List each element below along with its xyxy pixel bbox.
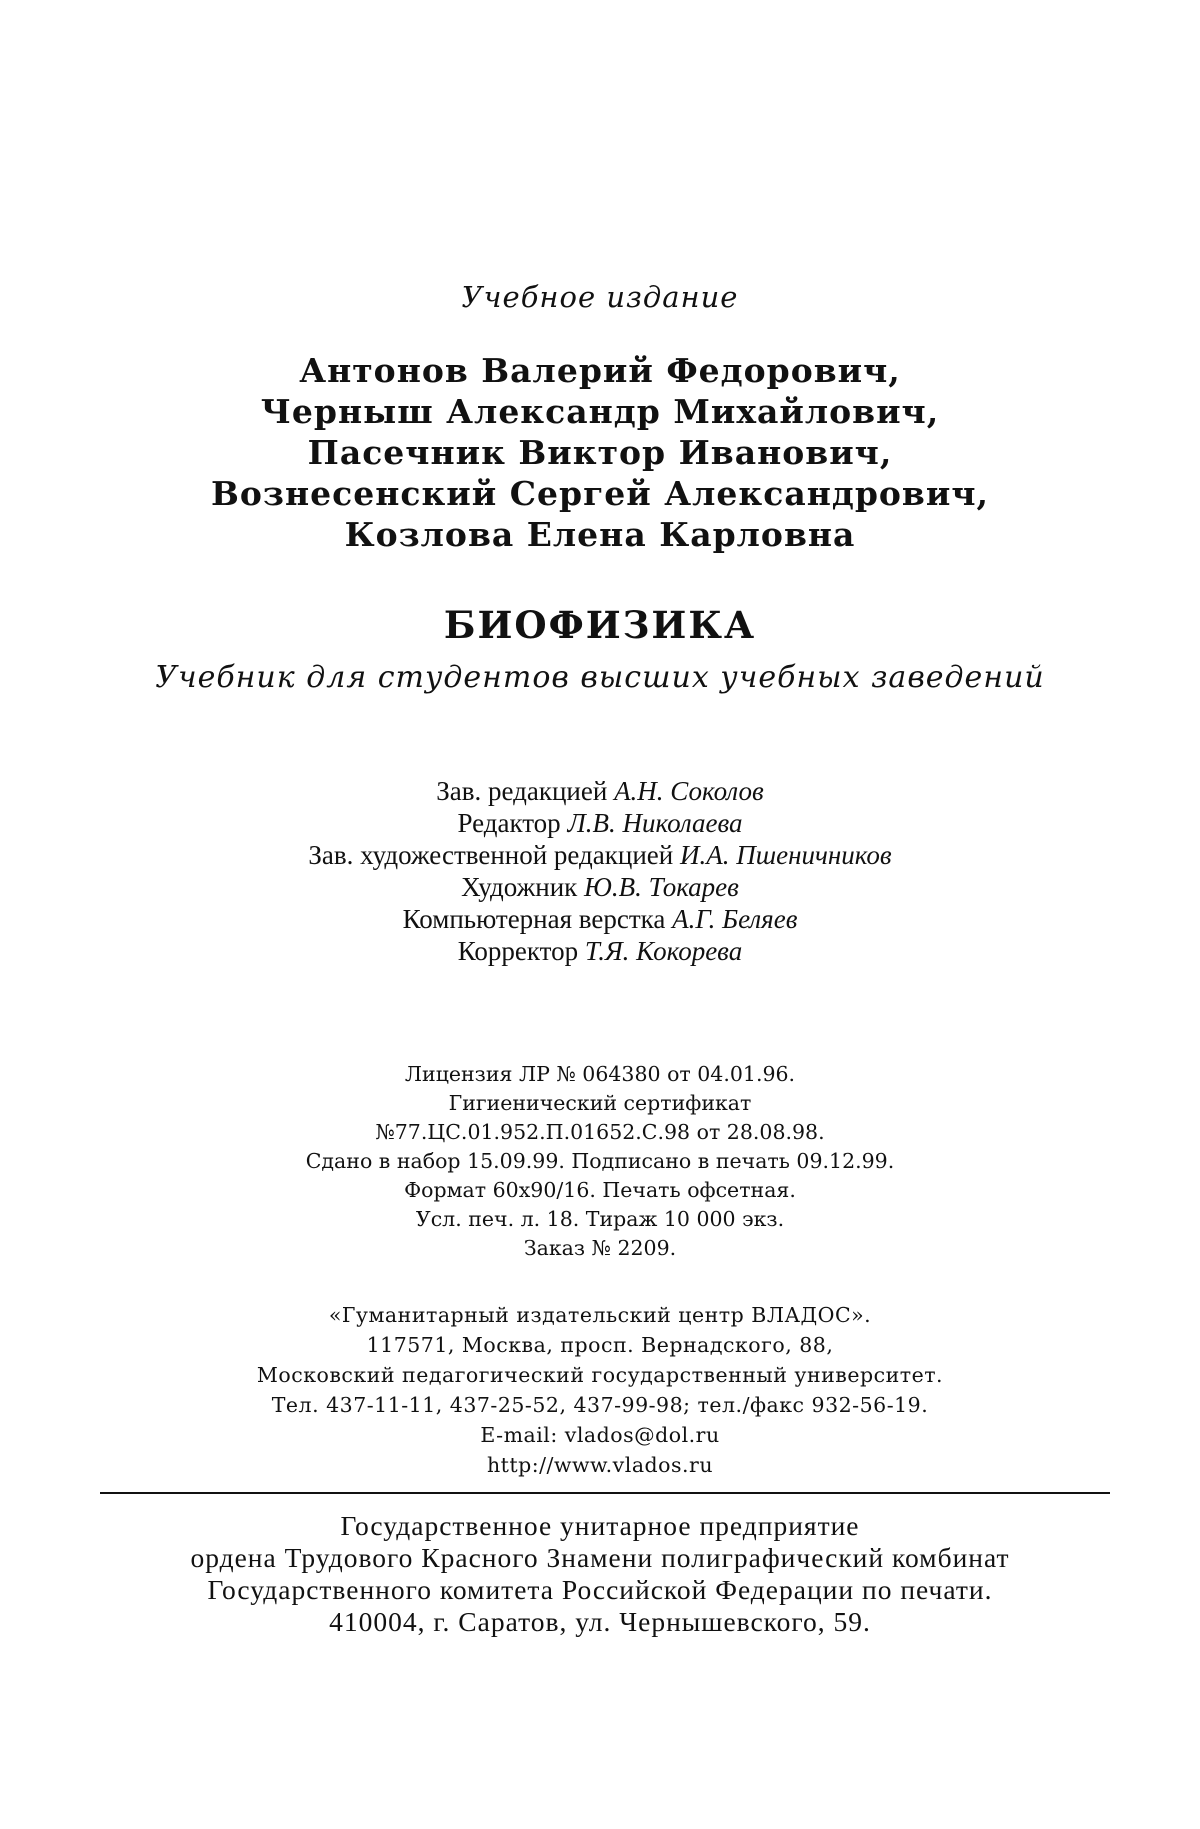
staff-person: И.А. Пшеничников (679, 840, 892, 870)
publisher-line: 117571, Москва, просп. Вернадского, 88, (366, 1333, 834, 1357)
imprint-block (0, 1060, 1200, 1263)
staff-role: Зав. редакцией (436, 776, 608, 806)
staff-line (0, 807, 1200, 839)
author-name: Черныш Александр Михайлович, (260, 392, 940, 431)
staff-person: Ю.В. Токарев (584, 872, 739, 902)
book-title: БИОФИЗИКА (443, 603, 757, 647)
staff-person: Л.В. Николаева (567, 808, 743, 838)
publisher-line: Тел. 437-11-11, 437-25-52, 437-99-98; тел./факс 932-56-19. (271, 1393, 929, 1417)
imprint-line: Гигиенический сертификат (448, 1091, 752, 1115)
edition-type: Учебное издание (461, 280, 739, 314)
publisher-line: «Гуманитарный издательский центр ВЛАДОС». (328, 1303, 872, 1327)
staff-person: А.Н. Соколов (614, 776, 764, 806)
printer-block (0, 1510, 1200, 1638)
staff-line (0, 839, 1200, 871)
staff-person: Т.Я. Кокорева (584, 936, 743, 966)
publisher-line: Московский педагогический государственный университет. (256, 1363, 944, 1387)
printer-line: ордена Трудового Красного Знамени полиграфический комбинат (190, 1542, 1010, 1573)
printer-line: Государственное унитарное предприятие (340, 1510, 860, 1541)
author-name: Антонов Валерий Федорович, (299, 351, 901, 390)
author-name: Козлова Елена Карловна (344, 515, 856, 554)
publisher-email: E-mail: vlados@dol.ru (480, 1423, 720, 1447)
imprint-line: №77.ЦС.01.952.П.01652.С.98 от 28.08.98. (375, 1120, 825, 1144)
author-name: Пасечник Виктор Иванович, (307, 433, 893, 472)
staff-line (0, 903, 1200, 935)
publisher-block (0, 1300, 1200, 1480)
publisher-website: http://www.vlados.ru (486, 1453, 714, 1477)
staff-role: Компьютерная верстка (402, 904, 666, 934)
imprint-line: Формат 60х90/16. Печать офсетная. (404, 1178, 796, 1202)
imprint-line: Лицензия ЛР № 064380 от 04.01.96. (404, 1062, 796, 1086)
authors-block (0, 350, 1200, 555)
imprint-line: Усл. печ. л. 18. Тираж 10 000 экз. (415, 1207, 785, 1231)
staff-line (0, 871, 1200, 903)
editorial-staff (0, 775, 1200, 967)
staff-person: А.Г. Беляев (672, 904, 798, 934)
author-name: Вознесенский Сергей Александрович, (211, 474, 989, 513)
printer-line: Государственного комитета Российской Федерации по печати. (207, 1574, 993, 1605)
divider-rule (100, 1492, 1110, 1494)
staff-role: Зав. художественной редакцией (308, 840, 674, 870)
staff-line (0, 775, 1200, 807)
imprint-line: Сдано в набор 15.09.99. Подписано в печать 09.12.99. (305, 1149, 895, 1173)
staff-role: Художник (461, 872, 578, 902)
imprint-line: Заказ № 2209. (523, 1236, 677, 1260)
staff-role: Корректор (457, 936, 579, 966)
staff-line (0, 935, 1200, 967)
staff-role: Редактор (457, 808, 561, 838)
printer-line: 410004, г. Саратов, ул. Чернышевского, 59. (329, 1606, 871, 1637)
book-subtitle: Учебник для студентов высших учебных заведений (155, 660, 1045, 695)
